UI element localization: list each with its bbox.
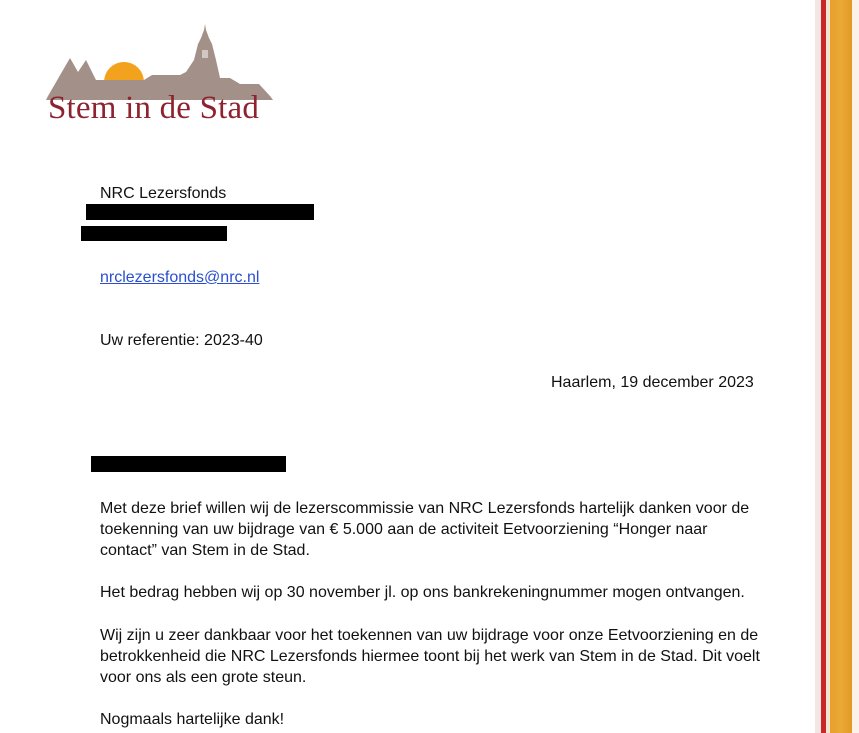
logo-text: Stem in de Stad	[48, 90, 260, 126]
body-paragraph-1: Met deze brief willen wij de lezerscommissie van NRC Lezersfonds hartelijk danken voor de toekenning van uw bijdrage van € 5.000 aan de activiteit Eetvoorziening “Honger naar contact” van Stem in de Stad.	[100, 500, 750, 559]
redaction-bar	[81, 226, 227, 241]
logo	[44, 20, 284, 132]
place-date: Haarlem, 19 december 2023	[551, 374, 754, 391]
body-paragraph-2: Het bedrag hebben wij op 30 november jl. op ons bankrekeningnummer mogen ontvangen.	[100, 584, 745, 601]
border-stripe	[852, 0, 859, 733]
border-stripe-orange	[830, 0, 852, 733]
recipient-name: NRC Lezersfonds	[100, 185, 227, 202]
redaction-bar	[86, 204, 314, 220]
church-skyline-sun-icon	[44, 20, 284, 100]
email-link[interactable]: nrclezersfonds@nrc.nl	[100, 269, 260, 286]
body-paragraph-4: Nogmaals hartelijke dank!	[100, 711, 285, 728]
reference-line: Uw referentie: 2023-40	[100, 332, 263, 349]
redaction-bar	[91, 456, 286, 472]
body-paragraph-3: Wij zijn u zeer dankbaar voor het toekennen van uw bijdrage voor onze Eetvoorziening en de betrokkenheid die NRC Lezersfonds hiermee toont bij het werk van Stem in de Stad. Dit voelt voor ons als een grote steun.	[100, 627, 760, 686]
